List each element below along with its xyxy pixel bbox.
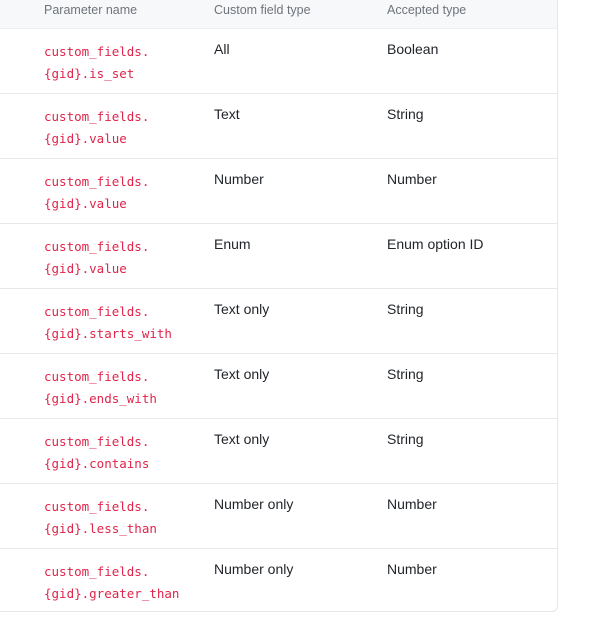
- parameter-name-line2: {gid}.value: [44, 131, 127, 146]
- accepted-type: Boolean: [387, 41, 439, 57]
- parameter-name: [44, 301, 172, 345]
- parameter-name-line2: {gid}.starts_with: [44, 326, 172, 341]
- parameter-name: [44, 561, 179, 605]
- parameter-name: [44, 106, 149, 150]
- custom-field-type: Number: [214, 171, 264, 187]
- table-row: [0, 29, 557, 94]
- table-row: [0, 549, 557, 614]
- table-row: [0, 419, 557, 484]
- accepted-type: String: [387, 106, 424, 122]
- parameter-name-line2: {gid}.contains: [44, 456, 150, 471]
- table-row: [0, 224, 557, 289]
- parameter-name-line1: custom_fields.: [44, 499, 150, 514]
- table-header: [0, 0, 557, 29]
- custom-field-type: Number only: [214, 496, 294, 512]
- table-row: [0, 354, 557, 419]
- table-row: [0, 484, 557, 549]
- parameter-name-line2: {gid}.is_set: [44, 66, 135, 81]
- custom-field-type: All: [214, 41, 230, 57]
- parameter-name-line1: custom_fields.: [44, 564, 150, 579]
- parameter-name-line1: custom_fields.: [44, 434, 150, 449]
- accepted-type: Enum option ID: [387, 236, 484, 252]
- parameter-name-line2: {gid}.less_than: [44, 521, 157, 536]
- parameter-name-line1: custom_fields.: [44, 239, 150, 254]
- custom-field-type: Number only: [214, 561, 294, 577]
- parameter-name: [44, 431, 149, 475]
- accepted-type: Number: [387, 171, 437, 187]
- table-row: [0, 94, 557, 159]
- custom-field-type: Enum: [214, 236, 251, 252]
- parameter-name-line1: custom_fields.: [44, 44, 150, 59]
- custom-field-type: Text only: [214, 366, 270, 382]
- custom-field-type: Text: [214, 106, 240, 122]
- parameter-name-line2: {gid}.ends_with: [44, 391, 157, 406]
- accepted-type: String: [387, 301, 424, 317]
- parameter-name: [44, 366, 157, 410]
- parameter-name-line1: custom_fields.: [44, 174, 150, 189]
- parameter-name-line2: {gid}.value: [44, 196, 127, 211]
- parameter-name-line1: custom_fields.: [44, 304, 150, 319]
- accepted-type: Number: [387, 496, 437, 512]
- parameter-name-line1: custom_fields.: [44, 369, 150, 384]
- parameter-name: [44, 236, 149, 280]
- table-row: [0, 159, 557, 224]
- parameter-name: [44, 171, 149, 215]
- parameter-name-line2: {gid}.value: [44, 261, 127, 276]
- header-parameter-name: Parameter name: [44, 3, 138, 17]
- parameter-name: [44, 41, 149, 85]
- header-accepted-type: Accepted type: [387, 3, 467, 17]
- parameter-name: [44, 496, 157, 540]
- parameter-name-line2: {gid}.greater_than: [44, 586, 180, 601]
- table-row: [0, 289, 557, 354]
- custom-field-type: Text only: [214, 431, 270, 447]
- accepted-type: Number: [387, 561, 437, 577]
- custom-field-type: Text only: [214, 301, 270, 317]
- header-custom-field-type: Custom field type: [214, 3, 311, 17]
- accepted-type: String: [387, 431, 424, 447]
- accepted-type: String: [387, 366, 424, 382]
- parameter-name-line1: custom_fields.: [44, 109, 150, 124]
